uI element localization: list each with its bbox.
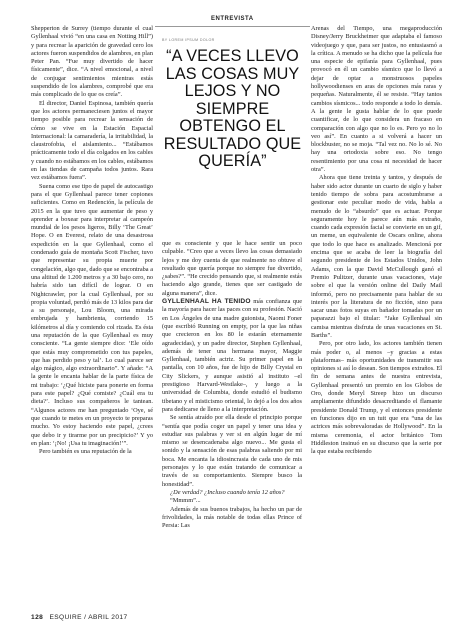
page-footer xyxy=(31,614,128,621)
right-paragraph-3: Pero, por otro lado, los actores también tienen más poder o, al menos –y gracias a estas plataformas– más oportunidades de transmitir sus opiniones si así lo desean. Son tiempos extraños. El fin de semana antes de nuestra entrevista, Gyllenhaal presentó un premio en los Globos de Oro, donde Meryl Streep hizo un discurso ampliamente difundido desacreditando el flamante presidente Donald Trump, y el entonces presidente en funciones dijo en un tuit que era “una de las actrices más sobrevaloradas de Hollywood”. En la misma ceremonia, el actor británico Tom Hiddleston insinuó en su discurso que la serie por la que estaba recibiendo xyxy=(311,340,442,456)
left-paragraph-1: Shepperton de Surrey (tiempo durante el cual Gyllenhaal vivió “en una casa en Notting Hill”) y para recrear la aparición de gravedad cero los actores fueron suspendidos de alambres, en plan Peter Pan. “Fue muy divertido de hacer físicamente”, dice. “A nivel emocional, a nivel de conjugar sentimientos mientras estás suspendido de los alambres, comprobé que era más complicado de lo que os creía”. xyxy=(31,25,153,99)
middle-paragraph-lead xyxy=(162,298,302,414)
lead-paragraph-text: más confianza que la mayoría para hacer las paces con su profesión. Nació en Los Ángeles de una madre guionista, Naomi Foner (que escribió Running on empty, por la que las niñas que crecieron en los 80 le estarán eternamente agradecidas), y un padre director, Stephen Gyllenhaal, además de tener una hermana mayor, Maggie Gyllenhaal, también actriz. Su primer papel en la pantalla, con 10 años, fue de hijo de Billy Crystal en City Slickers, y aunque asistió al instituto –el prestigioso Harvard-Westlake–, y luego a la universidad de Columbia, donde estudió el budismo tibetano y el misticismo oriental, lo dejó a los dos años para dedicarse de lleno a la interpretación. xyxy=(162,298,302,413)
left-column xyxy=(31,25,153,599)
right-paragraph-1: Arenas del Tiempo, una megaproducción Disney/Jerry Bruckheimer que adaptaba el famoso videojuego y que, para ser justos, no entusiasmó a la crítica. A menudo se ha dicho que la película fue una especie de epifanía para Gyllenhaal, pues provocó en él un cambio sísmico que lo llevó a dejar de optar a monstruosos papeles hollywoodienses en aras de opciones más raras y pequeñas. Naturalmente, él se resiste. “Hay tantos cambios sísmicos... todo responde a todo lo demás. A la gente le gusta hablar de lo que puede cuantificar, de lo que considera un fracaso en comparación con algo que no lo es. Pero yo no lo veo así”. En cuanto a si volverá a hacer un blockbuster, no se moja. “Tal vez no. No lo sé. No hay una ortodoxia sobre eso. No tengo resentimiento por una cosa ni necesidad de hacer otra”. xyxy=(311,25,442,174)
middle-column xyxy=(162,240,302,596)
left-paragraph-2: El director, Daniel Espinosa, también quería que los actores permaneciesen juntos el mayor tiempo posible para recrear la sensación de cómo se vive en la Estación Espacial Internacional: la camaradería, la irritabilidad, la claustrofobia, el aislamiento... “Estábamos prácticamente todo el día colgados en los cables y cuando no estábamos en los cables, estábamos en las tiendas de campaña todos juntos. Rara vez estábamos fuera”. xyxy=(31,99,153,182)
middle-paragraph-3: “Mmmm”... xyxy=(170,497,201,505)
right-paragraph-2: Ahora que tiene treinta y tantos, y después de haber sido actor durante un cuarto de siglo y haber tenido tiempo de sobra para acostumbrarse a gestionar este peculiar modo de vida, habla a menudo de lo “absurdo” que es actuar. Porque seguramente hoy le parece aún más extraño, cuando cada expresión facial se convierte en un gif, un meme, un equivalente de Oscars online, ahora que todo lo que hace es analizado. Mencioná por encima que se acaba de leer la biografía del segundo presidente de los Estados Unidos, John Adams, con la que David McCullough ganó el Premio Pulitzer, durante unas vacaciones, viaje sobre el que la versión online del Daily Mail informó, pero no precisamente para hablar de su interés por la literatura de no ficción, sino para sacar unas fotos suyas en bañador tomadas por un paparazzi bajo el titular: “Jake Gyllenhaal sin camisa mientras disfruta de unas vacaciones en St. Barths”. xyxy=(311,174,442,339)
left-paragraph-3: Suena como ese tipo de papel de autocastigo para el que Gyllenhaal parece tener copiones suficientes. Como en Redención, la película de 2015 en la que tuvo que aumentar de peso y aprender a boxear para interpretar al campeón mundial de los pesos ligeros, Billy ‘The Great’ Hope. O en Everest, relato de una desastrosa expedición en la que Gyllenhaal, como el condenado guía de montaña Scott Fischer, tuvo que representar su propia muerte por congelación, algo que, dado que se encontraba a una altitud de 1.200 metros y a 30 bajo cero, no habría sido tan difícil de lograr. O en Nightcrawler, por la cual Gyllenhaal, por su propia voluntad, perdió más de 13 kilos para dar a su personaje, Lou Bloom, una mirada embrujada y hambrienta, corriendo 15 kilómetros al día y comiendo col rizada. Es ésta una reputación de la que Gyllenhaal es muy consciente. “La gente siempre dice: ‘Ele oído que estás muy comprometido con tus papeles, que has perdido peso y tal’. Lo cual parece ser algo mágico, algo extraordinario”. Y añade: “A la gente le encanta hablar de la parte física de mi trabajo: ‘¿Qué hiciste para ponerte en forma para este papel? ¿Qué comiste? ¿Cuál era tu dieta?’. Incluso sus compañeros le tantean. “Algunos actores me han preguntado ‘Oye, sé que cuando te metes en un proyecto te preparas mucho. Yo estoy haciendo este papel, ¿crees que debo ir y tirarme por un precipicio?’ Y yo en plan: ‘¡No! ¡Usa tu imaginación!’”. xyxy=(31,182,153,447)
publication-info: ESQUIRE / ABRIL 2017 xyxy=(49,614,128,621)
left-paragraph-4: Pero también es una reputación de la xyxy=(39,448,132,456)
middle-paragraph-4: Además de sus buenos trabajos, ha hecho un par de frivolidades, la más notable de todas ellas Prince of Persia: Las xyxy=(162,505,302,530)
section-lead-in: GYLLENHAAL HA TENIDO xyxy=(162,298,251,306)
middle-question: ¿De verdad? ¿Incluso cuando tenía 12 años? xyxy=(170,488,285,496)
middle-paragraph-2: Se sentía atraído por ella desde el principio porque “sentía que podía coger un papel y tener una idea y estudiar sus palabras y ver si en algún lugar de mí mismo se desencadenaba algo nuevo... Me gusta el sonido y la sensación de esas palabras saliendo por mi boca. Me encanta la idiosincrasia de cada uno de mis personajes y lo que están tratando de comunicar a través de su comportamiento. Siempre busco la honestidad”. xyxy=(162,414,302,488)
middle-paragraph-intro: que es consciente y que le hace sentir un poco culpable. “Creo que a veces llevo las cosas demasiado lejos y me doy cuenta de que realmente no obtuve el resultado que quería porque no siempre fue divertido, ¿sabes?”. “He crecido pensando que, si realmente estás haciendo algo grande, tienes que ser castigado de alguna manera”, dice. xyxy=(162,240,302,297)
section-divider xyxy=(155,26,310,27)
right-column xyxy=(311,25,442,599)
section-tag: ENTREVISTA xyxy=(211,16,254,22)
page-number: 128 xyxy=(31,614,44,621)
pull-quote xyxy=(162,38,303,236)
pull-quote-credit: BY LOREM IPSUM DOLOR xyxy=(162,38,215,42)
pull-quote-text: “A VECES LLEVO LAS COSAS MUY LEJOS Y NO SIEMPRE OBTENGO EL RESULTADO QUE QUERÍA” xyxy=(163,47,302,170)
